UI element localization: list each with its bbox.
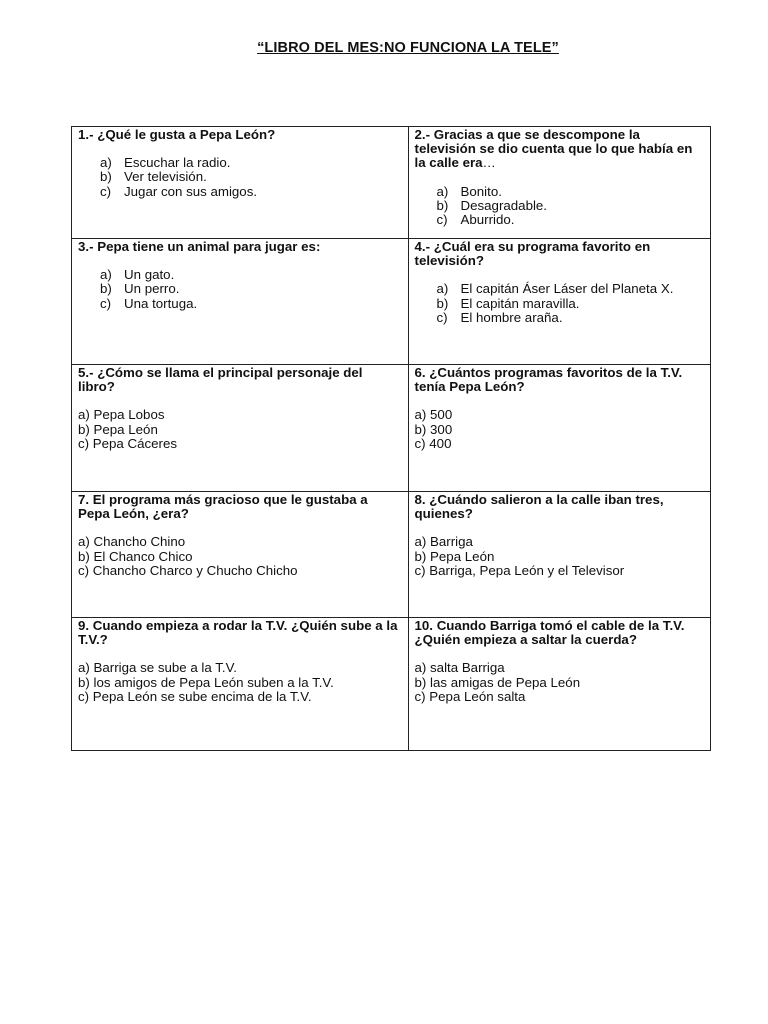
question-text: 9. Cuando empieza a rodar la T.V. ¿Quién sube a la T.V.? — [78, 618, 398, 648]
question-text: 6. ¿Cuántos programas favoritos de la T.V. tenía Pepa León? — [414, 365, 683, 395]
option-item: b) Pepa León — [414, 548, 495, 564]
question-text: 1.- ¿Qué le gusta a Pepa León? — [78, 127, 276, 142]
option-item: a) 500 — [414, 407, 453, 423]
question-text: 4.- ¿Cuál era su programa favorito en televisión? — [414, 239, 651, 269]
option-item: b) las amigas de Pepa León — [414, 674, 581, 690]
option-item: a) Pepa Lobos — [78, 407, 165, 423]
question-cell-10 — [408, 618, 710, 751]
option-item: b) El Chanco Chico — [78, 548, 193, 564]
question-cell-8 — [408, 492, 710, 618]
question-cell-4 — [408, 239, 710, 365]
question-cell-6 — [408, 365, 710, 492]
option-item: a) Escuchar la radio. — [100, 155, 231, 171]
option-item: b) Un perro. — [100, 281, 180, 297]
option-item: b) Desagradable. — [436, 197, 548, 213]
option-item: c) Pepa Cáceres — [78, 435, 178, 451]
question-text: 3.- Pepa tiene un animal para jugar es: — [78, 239, 321, 254]
question-text: 8. ¿Cuándo salieron a la calle iban tres, quienes? — [414, 492, 664, 522]
table-row — [72, 618, 711, 751]
table-row — [72, 127, 711, 239]
option-item: b) El capitán maravilla. — [436, 295, 580, 311]
option-item: a) salta Barriga — [414, 660, 505, 676]
table-row — [72, 492, 711, 618]
option-item: c) Pepa León se sube encima de la T.V. — [78, 688, 312, 704]
question-text: 2.- Gracias a que se descompone la televisión se dio cuenta que lo que había en la calle era… — [414, 127, 693, 171]
table-row — [72, 365, 711, 492]
option-item: c) El hombre araña. — [436, 309, 563, 325]
options-list — [78, 535, 402, 578]
option-item: c) Pepa León salta — [414, 688, 526, 704]
options-list — [415, 185, 704, 228]
options-list — [415, 661, 704, 704]
question-cell-9 — [72, 618, 409, 751]
option-item: a) Bonito. — [436, 183, 502, 199]
question-text: 10. Cuando Barriga tomó el cable de la T.V. ¿Quién empieza a saltar la cuerda? — [414, 618, 685, 648]
option-item: c) Chancho Charco y Chucho Chicho — [78, 562, 298, 578]
option-item: c) Barriga, Pepa León y el Televisor — [414, 562, 625, 578]
option-item: b) Pepa León — [78, 421, 158, 437]
option-item: a) Barriga se sube a la T.V. — [78, 660, 237, 676]
options-list — [415, 408, 704, 451]
option-item: c) Jugar con sus amigos. — [100, 183, 258, 199]
options-list — [415, 282, 704, 325]
option-item: a) Barriga — [414, 534, 473, 550]
option-item: a) El capitán Áser Láser del Planeta X. — [436, 281, 674, 297]
option-item: c) Aburrido. — [436, 212, 515, 228]
quiz-table — [71, 126, 711, 751]
options-list — [415, 535, 704, 578]
question-cell-2 — [408, 127, 710, 239]
question-cell-3 — [72, 239, 409, 365]
options-list — [78, 156, 402, 199]
question-text: 5.- ¿Cómo se llama el principal personaje del libro? — [78, 365, 363, 395]
question-cell-7 — [72, 492, 409, 618]
options-list — [78, 661, 402, 704]
option-item: b) 300 — [414, 421, 453, 437]
option-item: c) Una tortuga. — [100, 295, 198, 311]
table-row — [72, 239, 711, 365]
question-cell-1 — [72, 127, 409, 239]
option-item: a) Chancho Chino — [78, 534, 186, 550]
option-item: a) Un gato. — [100, 267, 175, 283]
options-list — [78, 408, 402, 451]
option-item: b) los amigos de Pepa León suben a la T.V. — [78, 674, 334, 690]
options-list — [78, 268, 402, 311]
question-text: 7. El programa más gracioso que le gustaba a Pepa León, ¿era? — [78, 492, 368, 522]
option-item: b) Ver televisión. — [100, 169, 207, 185]
option-item: c) 400 — [414, 435, 452, 451]
question-cell-5 — [72, 365, 409, 492]
document-title: “LIBRO DEL MES:NO FUNCIONA LA TELE” — [257, 40, 559, 56]
